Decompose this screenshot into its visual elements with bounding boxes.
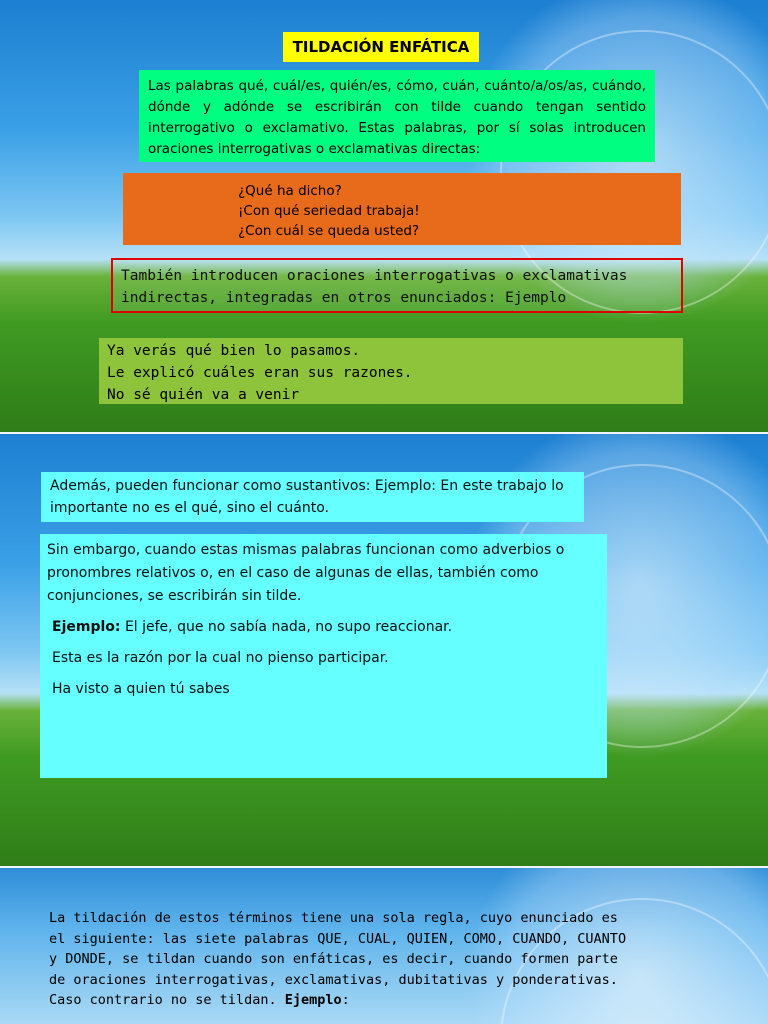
slide-tildacion-enfatica [0, 0, 768, 432]
example-label: Ejemplo: [52, 619, 121, 635]
indirect-paragraph: También introducen oraciones interrogativas o exclamativas indirectas, integradas en otros enunciados: Ejemplo [111, 258, 683, 313]
direct-example: ¿Con cuál se queda usted? [238, 223, 420, 239]
indirect-examples-box [99, 338, 683, 404]
intro-paragraph: Las palabras qué, cuál/es, quién/es, cómo, cuán, cuánto/a/os/as, cuándo, dónde y adónde se escribirán con tilde cuando tengan sentido interrogativo o exclamativo. Estas palabras, por sí solas introducen oraciones interrogativas o exclamativas directas: [139, 70, 655, 162]
example-line: Ha visto a quien tú sabes [52, 681, 230, 697]
example-text: El jefe, que no sabía nada, no supo reaccionar. [124, 619, 453, 635]
rule-colon: : [341, 992, 350, 1008]
indirect-example: No sé quién va a venir [107, 387, 300, 403]
slide-sustantivos [0, 434, 768, 866]
slide-regla [0, 868, 768, 1024]
example-line: Esta es la razón por la cual no pienso participar. [52, 650, 389, 666]
indirect-example: Ya verás qué bien lo pasamos. [107, 343, 361, 359]
direct-examples-box [123, 173, 681, 245]
indirect-example: Le explicó cuáles eran sus razones. [107, 365, 413, 381]
sin-embargo-paragraph: Sin embargo, cuando estas mismas palabras funcionan como adverbios o pronombres relativos o, en el caso de algunas de ellas, también como conjunciones, se escribirán sin tilde. [47, 542, 565, 604]
slide-title-text: TILDACIÓN ENFÁTICA [292, 38, 470, 56]
rule-paragraph [49, 908, 639, 1011]
slide-title [283, 32, 479, 62]
rule-example-label: Ejemplo [284, 992, 342, 1008]
sin-embargo-box [40, 534, 607, 778]
direct-example: ¡Con qué seriedad trabaja! [238, 203, 420, 219]
rule-text: La tildación de estos términos tiene una sola regla, cuyo enunciado es el siguiente: las siete palabras QUE, CUAL, QUIEN, COMO, CUANDO, CUANTO y DONDE, se tildan cuando son enfáticas, es decir, cuando formen parte de oraciones interrogativas, exclamativas, dubitativas y ponderativas. Caso contrario no se tildan. [49, 910, 627, 1008]
sustantivos-paragraph: Además, pueden funcionar como sustantivos: Ejemplo: En este trabajo lo importante no es el qué, sino el cuánto. [41, 472, 584, 522]
example-line [47, 616, 600, 639]
direct-example: ¿Qué ha dicho? [238, 183, 342, 199]
